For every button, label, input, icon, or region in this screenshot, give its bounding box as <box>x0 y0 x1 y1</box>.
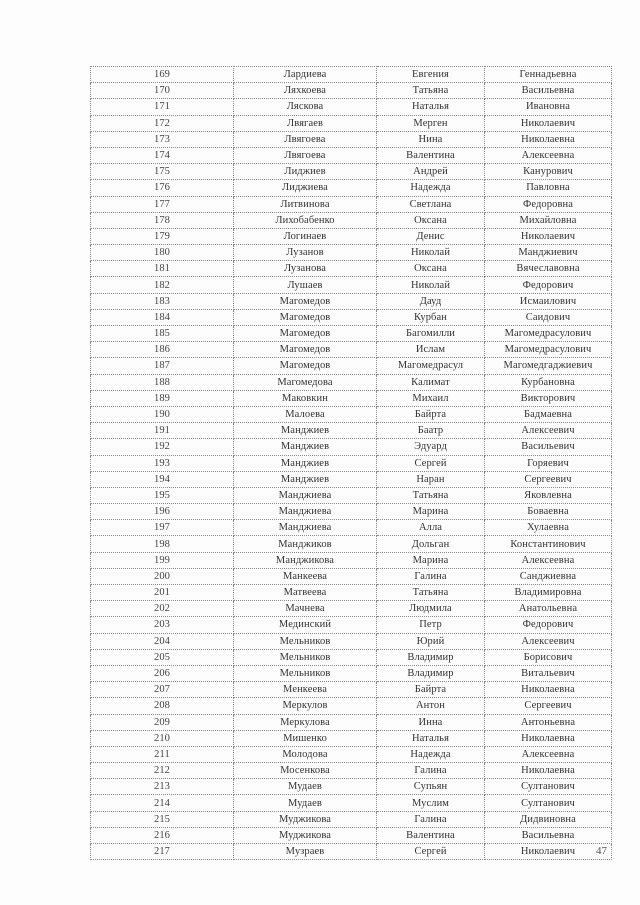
row-number-cell: 178 <box>91 212 234 228</box>
patronymic-cell: Алексеевич <box>485 633 612 649</box>
table-row <box>91 827 612 843</box>
row-number-cell: 200 <box>91 568 234 584</box>
patronymic-cell: Михайловна <box>485 212 612 228</box>
first-name-cell: Сергей <box>377 455 485 471</box>
last-name-cell: Ляхкоева <box>234 83 377 99</box>
patronymic-cell: Николаевич <box>485 115 612 131</box>
patronymic-cell: Николаевна <box>485 682 612 698</box>
table-row <box>91 682 612 698</box>
patronymic-cell: Николаевна <box>485 763 612 779</box>
last-name-cell: Муджикова <box>234 811 377 827</box>
patronymic-cell: Курбановна <box>485 374 612 390</box>
last-name-cell: Мудаев <box>234 795 377 811</box>
patronymic-cell: Канурович <box>485 164 612 180</box>
patronymic-cell: Бадмаевна <box>485 406 612 422</box>
row-number-cell: 186 <box>91 342 234 358</box>
table-row <box>91 487 612 503</box>
row-number-cell: 209 <box>91 714 234 730</box>
row-number-cell: 189 <box>91 390 234 406</box>
table-row <box>91 633 612 649</box>
row-number-cell: 204 <box>91 633 234 649</box>
first-name-cell: Сергей <box>377 844 485 860</box>
row-number-cell: 187 <box>91 358 234 374</box>
first-name-cell: Валентина <box>377 147 485 163</box>
row-number-cell: 205 <box>91 649 234 665</box>
last-name-cell: Лардиева <box>234 67 377 83</box>
patronymic-cell: Магомедгаджиевич <box>485 358 612 374</box>
patronymic-cell: Борисович <box>485 649 612 665</box>
table-row <box>91 455 612 471</box>
last-name-cell: Меркулова <box>234 714 377 730</box>
patronymic-cell: Владимировна <box>485 585 612 601</box>
patronymic-cell: Санджиевна <box>485 568 612 584</box>
table-row <box>91 779 612 795</box>
last-name-cell: Малоева <box>234 406 377 422</box>
last-name-cell: Манджиева <box>234 487 377 503</box>
row-number-cell: 183 <box>91 293 234 309</box>
table-row <box>91 504 612 520</box>
patronymic-cell: Боваевна <box>485 504 612 520</box>
first-name-cell: Татьяна <box>377 487 485 503</box>
table-row <box>91 471 612 487</box>
first-name-cell: Надежда <box>377 180 485 196</box>
first-name-cell: Ислам <box>377 342 485 358</box>
last-name-cell: Лузанова <box>234 261 377 277</box>
table-row <box>91 131 612 147</box>
row-number-cell: 198 <box>91 536 234 552</box>
last-name-cell: Манджиков <box>234 536 377 552</box>
row-number-cell: 201 <box>91 585 234 601</box>
row-number-cell: 202 <box>91 601 234 617</box>
last-name-cell: Мосенкова <box>234 763 377 779</box>
first-name-cell: Наталья <box>377 730 485 746</box>
last-name-cell: Лвягоева <box>234 131 377 147</box>
last-name-cell: Мудаев <box>234 779 377 795</box>
patronymic-cell: Магомедрасулович <box>485 326 612 342</box>
first-name-cell: Марина <box>377 552 485 568</box>
last-name-cell: Мельников <box>234 665 377 681</box>
first-name-cell: Инна <box>377 714 485 730</box>
first-name-cell: Муслим <box>377 795 485 811</box>
table-row <box>91 601 612 617</box>
last-name-cell: Лихобабенко <box>234 212 377 228</box>
patronymic-cell: Сергеевич <box>485 698 612 714</box>
last-name-cell: Манджиева <box>234 504 377 520</box>
row-number-cell: 210 <box>91 730 234 746</box>
row-number-cell: 197 <box>91 520 234 536</box>
row-number-cell: 206 <box>91 665 234 681</box>
table-row <box>91 730 612 746</box>
last-name-cell: Ляскова <box>234 99 377 115</box>
patronymic-cell: Ивановна <box>485 99 612 115</box>
row-number-cell: 177 <box>91 196 234 212</box>
first-name-cell: Эдуард <box>377 439 485 455</box>
row-number-cell: 213 <box>91 779 234 795</box>
row-number-cell: 208 <box>91 698 234 714</box>
table-row <box>91 439 612 455</box>
row-number-cell: 195 <box>91 487 234 503</box>
first-name-cell: Галина <box>377 568 485 584</box>
page-number: 47 <box>596 845 607 857</box>
first-name-cell: Надежда <box>377 746 485 762</box>
last-name-cell: Менкеева <box>234 682 377 698</box>
table-row <box>91 763 612 779</box>
last-name-cell: Манджиев <box>234 423 377 439</box>
last-name-cell: Магомедов <box>234 293 377 309</box>
table-row <box>91 180 612 196</box>
first-name-cell: Байрта <box>377 406 485 422</box>
patronymic-cell: Федорович <box>485 277 612 293</box>
first-name-cell: Байрта <box>377 682 485 698</box>
table-row <box>91 795 612 811</box>
row-number-cell: 173 <box>91 131 234 147</box>
table-row <box>91 746 612 762</box>
row-number-cell: 176 <box>91 180 234 196</box>
first-name-cell: Людмила <box>377 601 485 617</box>
row-number-cell: 175 <box>91 164 234 180</box>
patronymic-cell: Хулаевна <box>485 520 612 536</box>
last-name-cell: Мачнева <box>234 601 377 617</box>
first-name-cell: Багомилли <box>377 326 485 342</box>
last-name-cell: Лвягоева <box>234 147 377 163</box>
last-name-cell: Манджикова <box>234 552 377 568</box>
patronymic-cell: Константинович <box>485 536 612 552</box>
last-name-cell: Лиджиева <box>234 180 377 196</box>
row-number-cell: 171 <box>91 99 234 115</box>
row-number-cell: 203 <box>91 617 234 633</box>
table-row <box>91 585 612 601</box>
table-row <box>91 520 612 536</box>
first-name-cell: Николай <box>377 245 485 261</box>
patronymic-cell: Саидович <box>485 309 612 325</box>
row-number-cell: 180 <box>91 245 234 261</box>
table-row <box>91 552 612 568</box>
first-name-cell: Нина <box>377 131 485 147</box>
row-number-cell: 193 <box>91 455 234 471</box>
last-name-cell: Лвягаев <box>234 115 377 131</box>
patronymic-cell: Султанович <box>485 795 612 811</box>
row-number-cell: 214 <box>91 795 234 811</box>
first-name-cell: Оксана <box>377 212 485 228</box>
patronymic-cell: Сергеевич <box>485 471 612 487</box>
patronymic-cell: Исмаилович <box>485 293 612 309</box>
first-name-cell: Галина <box>377 763 485 779</box>
table-row <box>91 261 612 277</box>
row-number-cell: 190 <box>91 406 234 422</box>
roster-table-body <box>91 67 612 860</box>
table-row <box>91 326 612 342</box>
first-name-cell: Владимир <box>377 665 485 681</box>
first-name-cell: Курбан <box>377 309 485 325</box>
table-row <box>91 423 612 439</box>
row-number-cell: 179 <box>91 228 234 244</box>
last-name-cell: Маковкин <box>234 390 377 406</box>
last-name-cell: Магомедова <box>234 374 377 390</box>
row-number-cell: 191 <box>91 423 234 439</box>
table-row <box>91 568 612 584</box>
patronymic-cell: Анатольевна <box>485 601 612 617</box>
table-row <box>91 617 612 633</box>
patronymic-cell: Николаевич <box>485 844 612 860</box>
first-name-cell: Оксана <box>377 261 485 277</box>
table-row <box>91 309 612 325</box>
last-name-cell: Меркулов <box>234 698 377 714</box>
row-number-cell: 181 <box>91 261 234 277</box>
first-name-cell: Галина <box>377 811 485 827</box>
last-name-cell: Музраев <box>234 844 377 860</box>
row-number-cell: 188 <box>91 374 234 390</box>
first-name-cell: Калимат <box>377 374 485 390</box>
table-row <box>91 374 612 390</box>
table-row <box>91 67 612 83</box>
row-number-cell: 207 <box>91 682 234 698</box>
last-name-cell: Логинаев <box>234 228 377 244</box>
first-name-cell: Денис <box>377 228 485 244</box>
first-name-cell: Наталья <box>377 99 485 115</box>
first-name-cell: Алла <box>377 520 485 536</box>
table-row <box>91 844 612 860</box>
first-name-cell: Юрий <box>377 633 485 649</box>
last-name-cell: Манджиев <box>234 455 377 471</box>
patronymic-cell: Николаевна <box>485 730 612 746</box>
first-name-cell: Марина <box>377 504 485 520</box>
first-name-cell: Антон <box>377 698 485 714</box>
first-name-cell: Дауд <box>377 293 485 309</box>
table-row <box>91 811 612 827</box>
patronymic-cell: Манджиевич <box>485 245 612 261</box>
last-name-cell: Манкеева <box>234 568 377 584</box>
patronymic-cell: Павловна <box>485 180 612 196</box>
row-number-cell: 212 <box>91 763 234 779</box>
patronymic-cell: Федорович <box>485 617 612 633</box>
row-number-cell: 185 <box>91 326 234 342</box>
table-row <box>91 649 612 665</box>
patronymic-cell: Федоровна <box>485 196 612 212</box>
first-name-cell: Наран <box>377 471 485 487</box>
last-name-cell: Мишенко <box>234 730 377 746</box>
table-row <box>91 212 612 228</box>
row-number-cell: 194 <box>91 471 234 487</box>
patronymic-cell: Викторович <box>485 390 612 406</box>
row-number-cell: 182 <box>91 277 234 293</box>
table-row <box>91 99 612 115</box>
last-name-cell: Мельников <box>234 649 377 665</box>
last-name-cell: Литвинова <box>234 196 377 212</box>
last-name-cell: Матвеева <box>234 585 377 601</box>
table-row <box>91 115 612 131</box>
row-number-cell: 184 <box>91 309 234 325</box>
last-name-cell: Манджиева <box>234 520 377 536</box>
table-row <box>91 164 612 180</box>
first-name-cell: Татьяна <box>377 585 485 601</box>
last-name-cell: Магомедов <box>234 326 377 342</box>
patronymic-cell: Дидвиновна <box>485 811 612 827</box>
patronymic-cell: Николаевич <box>485 228 612 244</box>
row-number-cell: 215 <box>91 811 234 827</box>
row-number-cell: 169 <box>91 67 234 83</box>
patronymic-cell: Алексеевна <box>485 552 612 568</box>
table-row <box>91 698 612 714</box>
patronymic-cell: Антоньевна <box>485 714 612 730</box>
first-name-cell: Евгения <box>377 67 485 83</box>
row-number-cell: 217 <box>91 844 234 860</box>
first-name-cell: Дольган <box>377 536 485 552</box>
patronymic-cell: Геннадьевна <box>485 67 612 83</box>
patronymic-cell: Горяевич <box>485 455 612 471</box>
last-name-cell: Мельников <box>234 633 377 649</box>
table-row <box>91 196 612 212</box>
table-row <box>91 83 612 99</box>
table-row <box>91 406 612 422</box>
first-name-cell: Баатр <box>377 423 485 439</box>
first-name-cell: Андрей <box>377 164 485 180</box>
last-name-cell: Муджикова <box>234 827 377 843</box>
last-name-cell: Лузанов <box>234 245 377 261</box>
last-name-cell: Магомедов <box>234 342 377 358</box>
row-number-cell: 216 <box>91 827 234 843</box>
first-name-cell: Татьяна <box>377 83 485 99</box>
first-name-cell: Магомедрасул <box>377 358 485 374</box>
table-row <box>91 147 612 163</box>
first-name-cell: Супьян <box>377 779 485 795</box>
first-name-cell: Михаил <box>377 390 485 406</box>
table-row <box>91 536 612 552</box>
row-number-cell: 174 <box>91 147 234 163</box>
first-name-cell: Николай <box>377 277 485 293</box>
patronymic-cell: Яковлевна <box>485 487 612 503</box>
table-row <box>91 358 612 374</box>
first-name-cell: Светлана <box>377 196 485 212</box>
row-number-cell: 192 <box>91 439 234 455</box>
row-number-cell: 170 <box>91 83 234 99</box>
table-row <box>91 714 612 730</box>
last-name-cell: Молодова <box>234 746 377 762</box>
row-number-cell: 196 <box>91 504 234 520</box>
first-name-cell: Владимир <box>377 649 485 665</box>
table-row <box>91 390 612 406</box>
first-name-cell: Петр <box>377 617 485 633</box>
patronymic-cell: Васильевна <box>485 827 612 843</box>
last-name-cell: Мединский <box>234 617 377 633</box>
table-row <box>91 228 612 244</box>
last-name-cell: Магомедов <box>234 309 377 325</box>
patronymic-cell: Магомедрасулович <box>485 342 612 358</box>
patronymic-cell: Алексеевич <box>485 423 612 439</box>
first-name-cell: Мерген <box>377 115 485 131</box>
last-name-cell: Манджиев <box>234 439 377 455</box>
last-name-cell: Лиджиев <box>234 164 377 180</box>
last-name-cell: Лушаев <box>234 277 377 293</box>
patronymic-cell: Васильевич <box>485 439 612 455</box>
first-name-cell: Валентина <box>377 827 485 843</box>
patronymic-cell: Васильевна <box>485 83 612 99</box>
table-row <box>91 342 612 358</box>
patronymic-cell: Алексеевна <box>485 147 612 163</box>
row-number-cell: 211 <box>91 746 234 762</box>
table-row <box>91 665 612 681</box>
last-name-cell: Манджиев <box>234 471 377 487</box>
table-row <box>91 245 612 261</box>
table-row <box>91 277 612 293</box>
row-number-cell: 199 <box>91 552 234 568</box>
patronymic-cell: Султанович <box>485 779 612 795</box>
patronymic-cell: Витальевич <box>485 665 612 681</box>
patronymic-cell: Вячеславовна <box>485 261 612 277</box>
roster-table <box>90 66 612 860</box>
row-number-cell: 172 <box>91 115 234 131</box>
patronymic-cell: Николаевна <box>485 131 612 147</box>
last-name-cell: Магомедов <box>234 358 377 374</box>
patronymic-cell: Алексеевна <box>485 746 612 762</box>
table-row <box>91 293 612 309</box>
